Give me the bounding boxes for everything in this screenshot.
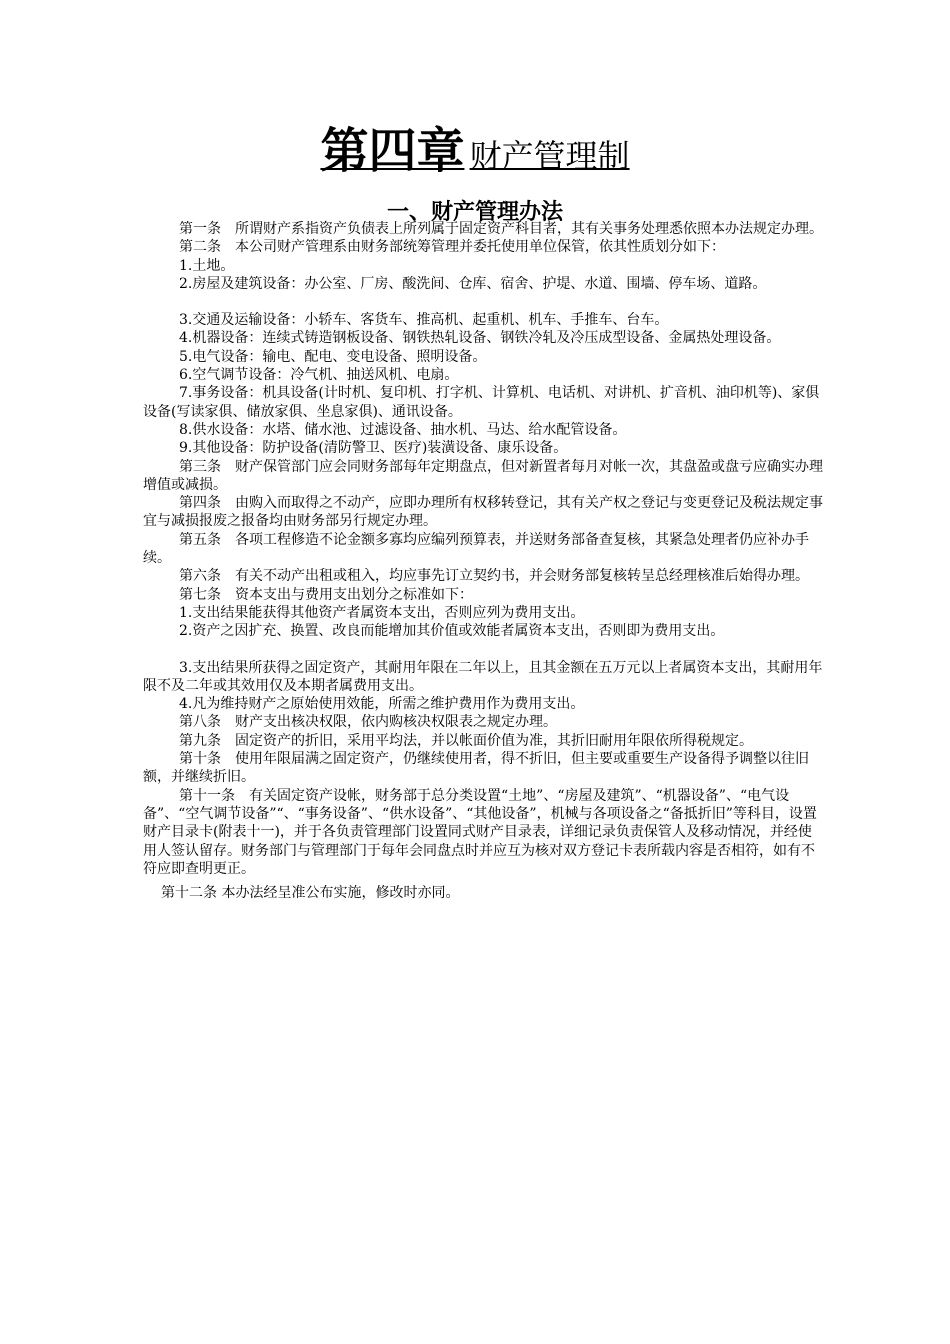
list-item: 2.资产之因扩充、换置、改良而能增加其价值或效能者属资本支出，否则即为费用支出。 [179,623,725,640]
article-paragraph: 第一条 所谓财产系指资产负债表上所列属于固定资产科目者，其有关事务处理悉依照本办法规定办理。 [179,221,823,237]
list-item: 6.空气调节设备：冷气机、抽送风机、电扇。 [179,367,459,384]
list-item: 8.供水设备：水塔、储水池、过滤设备、抽水机、马达、给水配管设备。 [179,421,627,438]
article-paragraph: 第二条 本公司财产管理系由财务部统筹管理并委托使用单位保管，依其性质划分如下： [179,239,725,256]
list-item: 5.电气设备：输电、配电、变电设备、照明设备。 [179,348,487,365]
article-paragraph: 第十一条 有关固定资产设帐，财务部于总分类设置“土地”、“房屋及建筑”、“机器设备”、“电气设备”、“空气调节设备”“、“事务设备”、“供水设备”、“其他设备”，机械与各项设备之“备抵折旧”等科目，设置财产目录卡(附表十一)，并于各负责管理部门设置同式财产目录表，详细记录负责保管人及移动情况，并经使用人签认留存。财务部门与管理部门于每年会同盘点时并应互为核对双方登记卡表所载内容是否相符，如有不符应即查明更正。 [143,787,817,877]
chapter-number: 第四章 [320,123,465,179]
list-item: 9.其他设备：防护设备(清防警卫、医疗)装潢设备、康乐设备。 [179,440,568,457]
article-paragraph: 第六条 有关不动产出租或租入，均应事先订立契约书，并会财务部复核转呈总经理核准后始得办理。 [179,568,809,585]
list-item: 4.凡为维持财产之原始使用效能，所需之维护费用作为费用支出。 [179,696,585,713]
article-paragraph: 第七条 资本支出与费用支出划分之标准如下： [179,586,473,603]
article-paragraph: 第十二条 本办法经呈准公布实施，修改时亦同。 [161,885,460,902]
list-item: 3.支出结果所获得之固定资产，其耐用年限在二年以上，且其金额在五万元以上者属资本支出，其耐用年限不及二年或其效用仅及本期者属费用支出。 [143,659,823,694]
article-paragraph: 第五条 各项工程修造不论金额多寡均应编列预算表，并送财务部备查复核，其紧急处理者仍应补办手续。 [143,531,809,567]
article-paragraph: 第四条 由购入而取得之不动产，应即办理所有权移转登记，其有关产权之登记与变更登记及税法规定事宜与减损报废之报备均由财务部另行规定办理。 [143,495,823,530]
list-item: 3.交通及运输设备：小轿车、客货车、推高机、起重机、机车、手推车、台车。 [179,312,669,329]
article-paragraph: 第三条 财产保管部门应会同财务部每年定期盘点，但对新置者每月对帐一次，其盘盈或盘亏应确实办理增值或减损。 [143,458,823,493]
list-item: 7.事务设备：机具设备(计时机、复印机、打字机、计算机、电话机、对讲机、扩音机、油印机等)、家俱设备(写读家俱、储放家俱、坐息家俱)、通讯设备。 [143,385,820,420]
section-title: 一、财产管理办法 [386,200,563,225]
article-paragraph: 第八条 财产支出核决权限，依内购核决权限表之规定办理。 [179,714,557,731]
article-paragraph: 第九条 固定资产的折旧，采用平均法，并以帐面价值为准，其折旧耐用年限依所得税规定。 [179,732,753,749]
list-item: 4.机器设备：连续式铸造钢板设备、钢铁热轧设备、钢铁冷轧及冷压成型设备、金属热处理设备。 [179,330,781,347]
chapter-title [0,112,950,181]
chapter-name: 财产管理制 [469,137,630,175]
document-body [143,220,823,902]
list-item: 1.土地。 [179,257,235,274]
article-paragraph: 第十条 使用年限届满之固定资产，仍继续使用者，得不折旧，但主要或重要生产设备得予调整以往旧额，并继续折旧。 [143,751,809,786]
list-item: 2.房屋及建筑设备：办公室、厂房、酸洗间、仓库、宿舍、护堤、水道、围墙、停车场、道路。 [179,275,767,292]
list-item: 1.支出结果能获得其他资产者属资本支出，否则应列为费用支出。 [179,604,585,621]
